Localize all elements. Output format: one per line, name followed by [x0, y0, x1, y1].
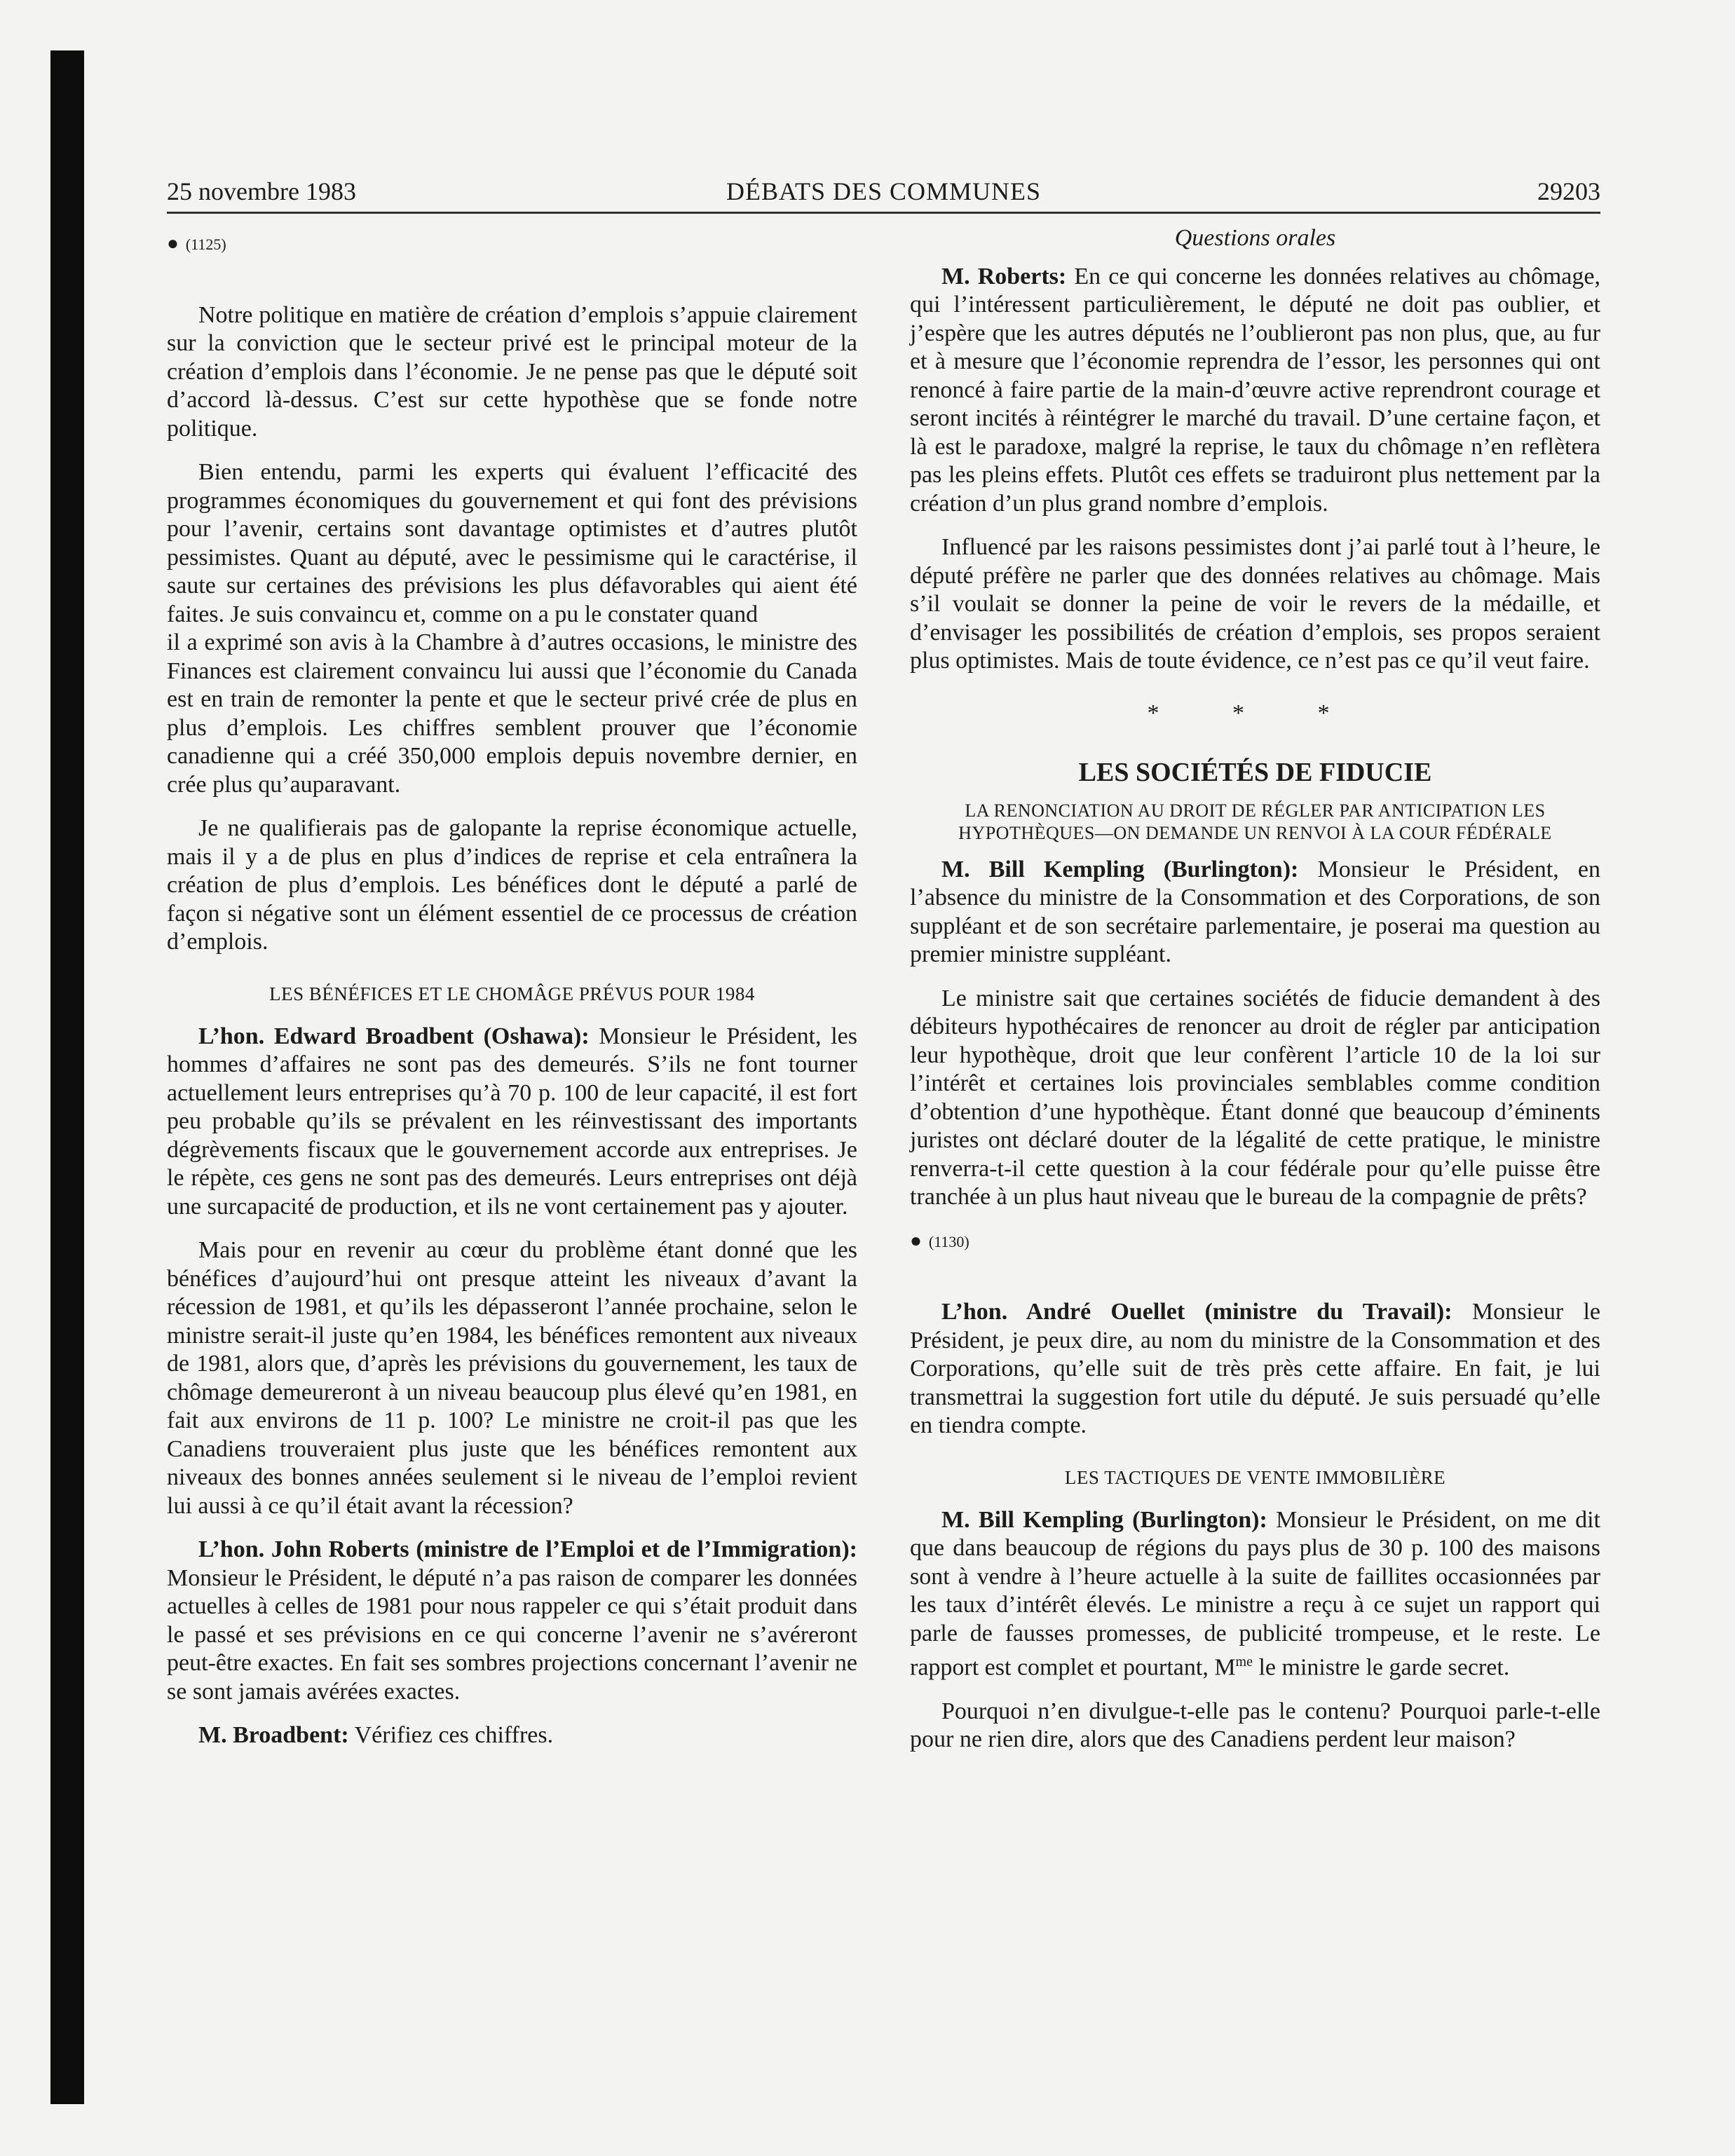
time-marker — [910, 1227, 1600, 1257]
header-title: DÉBATS DES COMMUNES — [726, 177, 1042, 205]
speech-text: Monsieur le Président, je peux dire, au nom du ministre de la Consommation et des Corporations, qu’elle suit de très près cette affaire. En fait, je lui transmettrai la suggestion fort utile du député. Je suis persuadé qu’elle en tiendra compte. — [910, 1299, 1600, 1438]
paragraph — [167, 1721, 857, 1750]
speaker-name: M. Bill Kempling (Burlington): — [941, 856, 1299, 882]
running-title: Questions orales — [1174, 225, 1336, 251]
speech-text: Monsieur le Président, les hommes d’affaires ne sont pas des demeurés. S’ils ne font tourner actuellement leurs entreprises qu’à 70 p. 100 de leur capacité, il est fort peu probable qu’ils se prévalent en les réinvestissant des importants dégrèvements fiscaux que le gouvernement accorde aux entreprises. Je le répète, ces gens ne sont pas des demeurés. Leurs entreprises ont déjà une surcapacité de production, et ils ne vont certainement pas y ajouter. — [167, 1023, 857, 1220]
paragraph: Bien entendu, parmi les experts qui évaluent l’efficacité des programmes économiques du gouvernement et qui font des prévisions pour l’avenir, certains sont davantage optimistes et d’autres plutôt pessimistes. Quant au député, avec le pessimisme qui le caractérise, il saute sur certaines des prévisions les plus défavorables qui aient été faites. Je suis convaincu et, comme on a pu le constater quand — [167, 459, 857, 627]
right-column — [910, 224, 1600, 1770]
speaker-name: L’hon. André Ouellet (ministre du Travail): — [941, 1299, 1452, 1325]
paragraph — [167, 1023, 857, 1222]
paragraph: Influencé par les raisons pessimistes dont j’ai parlé tout à l’heure, le député préfère ne parler que des données relatives au chômage. Mais s’il voulait se donner la peine de voir le revers de la médaille, et d’envisager les possibilités de création d’emplois, ses propos seraient plus optimistes. Mais de toute évidence, ce n’est pas ce qu’il veut faire. — [910, 534, 1600, 674]
scan-edge-bar — [50, 50, 84, 2104]
section-separator: * * * — [1147, 700, 1363, 726]
paragraph — [167, 1536, 857, 1706]
section-title: LES SOCIÉTÉS DE FIDUCIE — [1078, 758, 1432, 787]
speaker-name: L’hon. John Roberts (ministre de l’Emploi et de l’Immigration): — [198, 1536, 857, 1562]
speaker-name: L’hon. Edward Broadbent (Oshawa): — [198, 1023, 590, 1049]
speech-text: Monsieur le Président, on me dit que dans beaucoup de régions du pays plus de 30 p. 100 des maisons sont à vendre à l’heure actuelle à la suite de faillites occasionnées par les taux d’intérêt élevés. Le ministre a reçu à ce sujet un rapport qui parle de fausses promesses, de publicité trompeuse, et le reste. Le rapport est complet et pourtant, M — [910, 1506, 1600, 1681]
speaker-name: M. Roberts: — [941, 263, 1067, 289]
speech-text: Vérifiez ces chiffres. — [348, 1722, 554, 1748]
paragraph — [910, 856, 1600, 969]
paragraph — [910, 263, 1600, 519]
paragraph: Notre politique en matière de création d’emplois s’appuie clairement sur la conviction que le secteur privé est le principal moteur de la création d’emplois dans l’économie. Je ne pense pas que le député soit d’accord là-dessus. C’est sur cette hypothèse que se fonde notre politique. — [167, 301, 857, 442]
bullet-icon: ● — [167, 233, 179, 254]
paragraph: il a exprimé son avis à la Chambre à d’autres occasions, le ministre des Finances est clairement convaincu lui aussi que l’économie du Canada est en train de remonter la pente et que le secteur privé crée de plus en plus d’emplois. Les chiffres semblent prouver que l’économie canadienne qui a créé 350,000 emplois depuis novembre dernier, en crée plus qu’auparavant. — [167, 629, 857, 798]
speech-text: En ce qui concerne les données relatives au chômage, qui l’intéressent particulièrement, le député ne doit pas oublier, et j’espère que les autres députés ne l’oublieront pas non plus, que, au fur et à mesure que l’économie reprendra de l’essor, les personnes qui ont renoncé à faire partie de la main-d’œuvre active reprendront courage et seront incités à réintégrer le marché du travail. D’une certaine façon, et là est le paradoxe, malgré la reprise, le taux du chômage n’en reflètera pas les pleins effets. Plutôt ces effets se traduiront plus nettement par la création d’un plus grand nombre d’emplois. — [910, 263, 1600, 517]
page-header — [167, 175, 1600, 214]
section-subtitle: LA RENONCIATION AU DROIT DE RÉGLER PAR ANTICIPATION LES HYPOTHÈQUES—ON DEMANDE UN RENVOI À LA COUR FÉDÉRALE — [958, 800, 1552, 843]
paragraph: Le ministre sait que certaines sociétés de fiducie demandent à des débiteurs hypothécaires de renoncer au droit de régler par anticipation leur hypothèque, droit que leur confèrent l’article 10 de la loi sur l’intérêt et certaines lois provinciales semblables comme condition d’obtention d’une hypothèque. Étant donné que beaucoup d’éminents juristes ont déclaré douter de la légalité de cette pratique, le ministre renverra-t-il cette question à la cour fédérale pour qu’elle puisse être tranchée à un plus haut niveau que le bureau de la compagnie de prêts? — [910, 985, 1600, 1210]
left-column — [167, 224, 857, 1766]
paragraph: Je ne qualifierais pas de galopante la reprise économique actuelle, mais il y a de plus en plus d’indices de reprise et cela entraînera la création de plus d’emplois. Les bénéfices dont le député a parlé de façon si négative sont un élément essentiel de ce processus de création d’emplois. — [167, 815, 857, 955]
subheading: LES TACTIQUES DE VENTE IMMOBILIÈRE — [1064, 1466, 1446, 1488]
superscript: me — [1235, 1654, 1253, 1670]
paragraph: Mais pour en revenir au cœur du problème étant donné que les bénéfices d’aujourd’hui ont presque atteint les niveaux d’avant la récession de 1981, et qu’ils les dépasseront l’année prochaine, selon le ministre serait-il juste qu’en 1984, les bénéfices remontent aux niveaux de 1981, alors que, d’après les prévisions du gouvernement, les taux de chômage demeureront à un niveau beaucoup plus élevé qu’en 1981, en fait aux environs de 11 p. 100? Le ministre ne croit-il pas que les Canadiens trouveraient plus juste que les bénéfices remontent aux niveaux des bonnes années seulement si le niveau de l’emploi revient lui aussi à ce qu’il était avant la récession? — [167, 1237, 857, 1519]
header-date: 25 novembre 1983 — [167, 177, 356, 205]
time-marker — [167, 230, 857, 259]
document-page — [167, 175, 1600, 2040]
bullet-icon: ● — [910, 1229, 922, 1252]
paragraph — [910, 1506, 1600, 1682]
paragraph: Pourquoi n’en divulgue-t-elle pas le contenu? Pourquoi parle-t-elle pour ne rien dire, alors que des Canadiens perdent leur maison? — [910, 1698, 1600, 1753]
subheading: LES BÉNÉFICES ET LE CHOMÂGE PRÉVUS POUR 1984 — [269, 983, 755, 1004]
paragraph — [910, 1298, 1600, 1440]
speaker-name: M. Bill Kempling (Burlington): — [941, 1506, 1267, 1533]
header-page-number: 29203 — [1537, 177, 1600, 205]
time-marker-text: (1125) — [185, 236, 226, 253]
speech-text: Monsieur le Président, le député n’a pas raison de comparer les données actuelles à celles de 1981 pour nous rappeler ce qui s’était produit dans le passé et ses prévisions en ce qui concerne l’avenir ne s’avéreront peut-être exactes. En fait ses sombres projections concernant l’avenir ne se sont jamais avérées exactes. — [167, 1564, 857, 1705]
speaker-name: M. Broadbent: — [198, 1722, 349, 1748]
time-marker-text: (1130) — [928, 1232, 969, 1250]
speech-text: Monsieur le Président, en l’absence du ministre de la Consommation et des Corporations, de son suppléant et de son secrétaire parlementaire, je poserai ma question au premier ministre suppléant. — [910, 856, 1600, 967]
speech-text: le ministre le garde secret. — [1252, 1654, 1510, 1681]
